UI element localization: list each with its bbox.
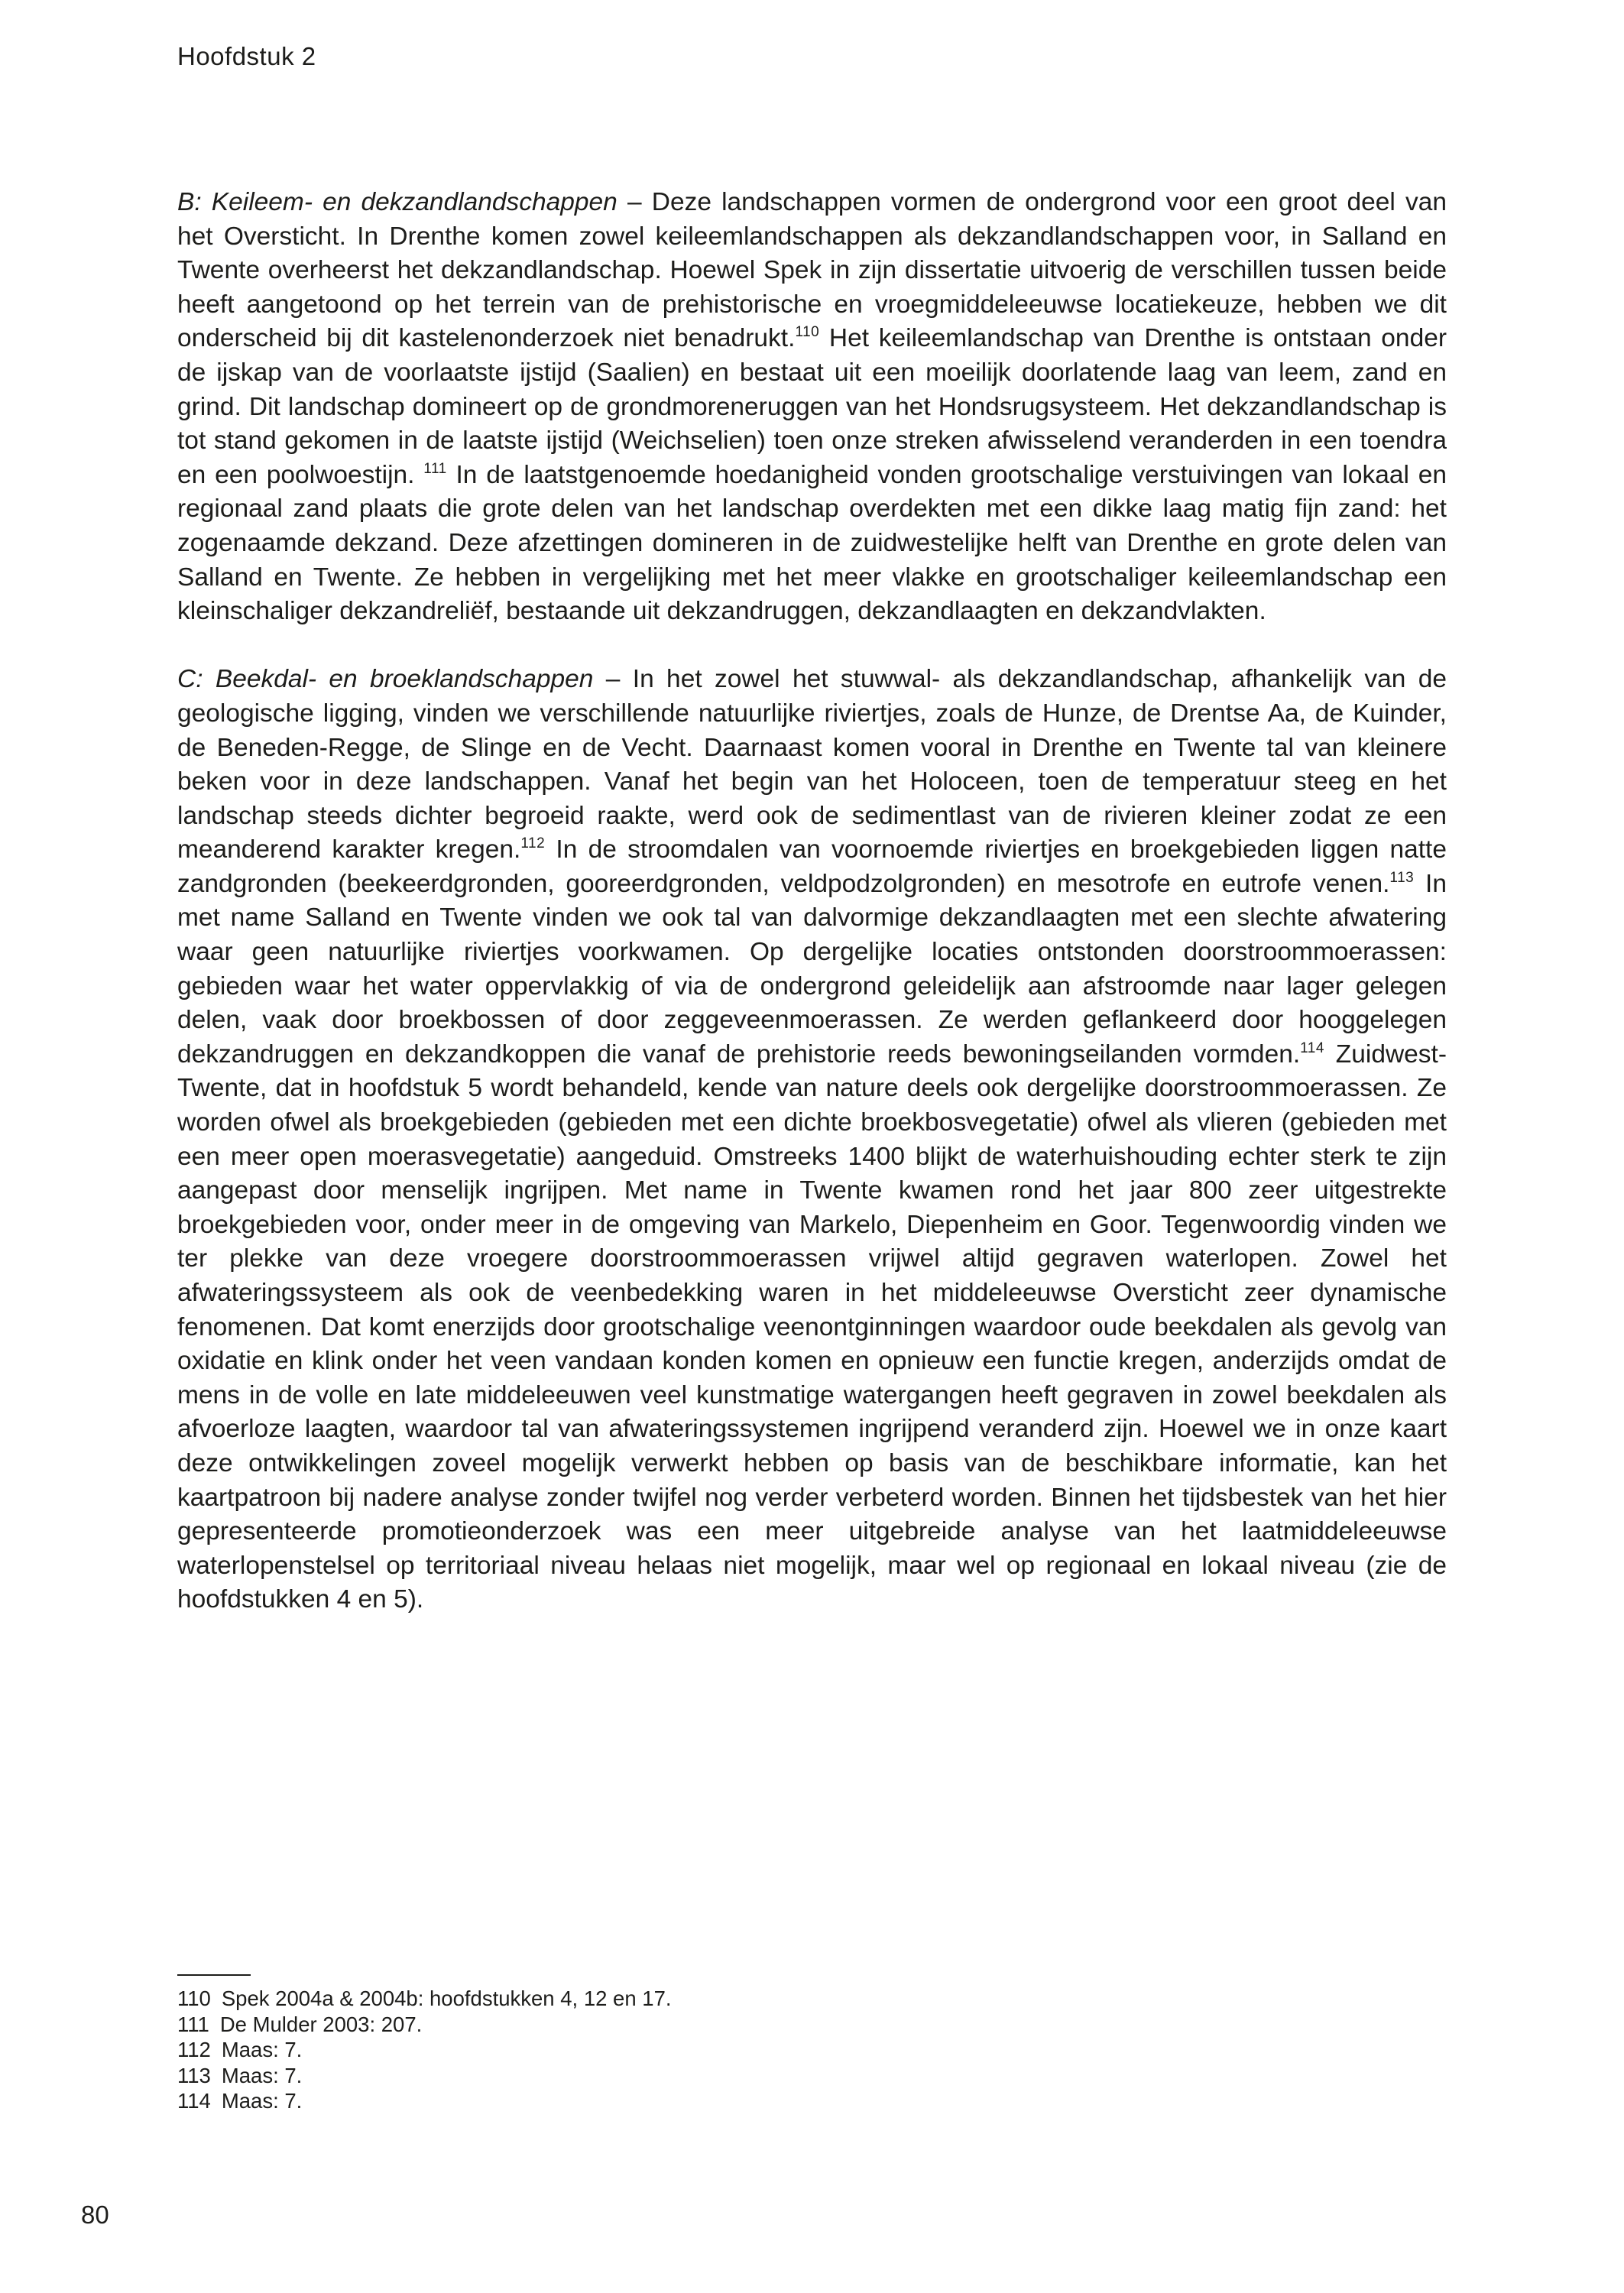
footnote-113 bbox=[177, 2063, 1447, 2089]
paragraph-beekdal-broeklandschappen bbox=[177, 663, 1447, 1617]
paragraph-keileem-dekzandlandschappen bbox=[177, 186, 1447, 629]
paragraph-text: Het keileemlandschap van Drenthe is ontstaan onder de ijskap van de voorlaatste ijstijd (Saalien) en bestaat uit een moeilijk doorlatende laag van leem, zand en grind. Dit landschap domineert op de grondmoreneruggen van het Hondsrugsysteem. Het dekzandlandschap is tot stand gekomen in de laatste ijstijd (Weichselien) toen onze streken afwisselend veranderden in een toendra en een poolwoestijn. bbox=[177, 324, 1447, 489]
footnote-ref-113: 113 bbox=[1389, 869, 1415, 886]
footnote-ref-111: 111 bbox=[423, 460, 447, 477]
footnote-number: 110 bbox=[177, 1987, 211, 2010]
footnote-text: Maas: 7. bbox=[221, 2063, 303, 2087]
paragraph-text: In de stroomdalen van voornoemde riviertjes en broekgebieden liggen natte zandgronden (beekeerdgronden, gooreerdgronden, veldpodzolgronden) en mesotrofe en eutrofe venen. bbox=[177, 835, 1447, 898]
footnote-111 bbox=[177, 2012, 1447, 2038]
footnote-text: Maas: 7. bbox=[221, 2089, 303, 2113]
paragraph-lead-in: B: Keileem- en dekzandlandschappen bbox=[177, 188, 618, 216]
footnote-ref-110: 110 bbox=[795, 324, 820, 341]
footnote-112 bbox=[177, 2037, 1447, 2063]
footnote-number: 111 bbox=[177, 2012, 209, 2036]
footnotes-section bbox=[177, 1974, 1447, 2114]
footnote-number: 114 bbox=[177, 2089, 211, 2113]
footnote-ref-114: 114 bbox=[1300, 1039, 1324, 1056]
footnote-110 bbox=[177, 1986, 1447, 2012]
footnotes-list bbox=[177, 1986, 1447, 2114]
paragraph-lead-in: C: Beekdal- en broeklandschappen bbox=[177, 665, 594, 694]
footnote-text: Spek 2004a & 2004b: hoofdstukken 4, 12 en 17. bbox=[221, 1987, 672, 2010]
footnote-114 bbox=[177, 2088, 1447, 2114]
footnote-number: 113 bbox=[177, 2063, 211, 2087]
footnote-text: Maas: 7. bbox=[221, 2038, 303, 2062]
footnote-number: 112 bbox=[177, 2038, 211, 2062]
footnote-ref-112: 112 bbox=[520, 835, 546, 852]
body-text bbox=[177, 186, 1447, 1617]
paragraph-text: Zuidwest-Twente, dat in hoofdstuk 5 wordt behandeld, kende van nature deels ook dergelijke doorstroommoerassen. Ze worden ofwel als broekgebieden (gebieden met een dichte broekbosvegetatie) ofwel als vlieren (gebieden met een meer open moerasvegetatie) aangeduid. Omstreeks 1400 blijkt de waterhuishouding echter sterk te zijn aangepast door menselijk ingrijpen. Met name in Twente kwamen rond het jaar 800 zeer uitgestrekte broekgebieden voor, onder meer in de omgeving van Markelo, Diepenheim en Goor. Tegenwoordig vinden we ter plekke van deze vroegere doorstroommoerassen vrijwel altijd gegraven waterlopen. Zowel het afwateringssysteem als ook de veenbedekking waren in het middeleeuwse Oversticht zeer dynamische fenomenen. Dat komt enerzijds door grootschalige veenontginningen waardoor oude beekdalen als gevolg van oxidatie en klink onder het veen vandaan konden komen en opnieuw een functie kregen, anderzijds omdat de mens in de volle en late middeleeuwen veel kunstmatige watergangen heeft gegraven in zowel beekdalen als afvoerloze laagten, waardoor tal van afwateringssystemen ingrijpend veranderd zijn. Hoewel we in onze kaart deze ontwikkelingen zoveel mogelijk verwerkt hebben op basis van de beschikbare informatie, kan het kaartpatroon bij nadere analyse zonder twijfel nog verder verbeterd worden. Binnen het tijdsbestek van het hier gepresenteerde promotieonderzoek was een meer uitgebreide analyse van het laatmiddeleeuwse waterlopenstelsel op territoriaal niveau helaas niet mogelijk, maar wel op regionaal en lokaal niveau (zie de hoofdstukken 4 en 5). bbox=[177, 1039, 1447, 1614]
paragraph-text: – In het zowel het stuwwal- als dekzandlandschap, afhankelijk van de geologische ligging, vinden we verschillende natuurlijke riviertjes, zoals de Hunze, de Drentse Aa, de Kuinder, de Beneden-Regge, de Slinge en de Vecht. Daarnaast komen vooral in Drenthe en Twente tal van kleinere beken voor in deze landschappen. Vanaf het begin van het Holoceen, toen de temperatuur steeg en het landschap steeds dichter begroeid raakte, werd ook de sedimentlast van de rivieren kleiner zodat ze een meanderend karakter kregen. bbox=[177, 665, 1447, 864]
footnote-separator-rule bbox=[177, 1974, 251, 1976]
chapter-header: Hoofdstuk 2 bbox=[177, 42, 316, 70]
paragraph-text: In de laatstgenoemde hoedanigheid vonden grootschalige verstuivingen van lokaal en regionaal zand plaats die grote delen van het landschap overdekten met een dikke laag matig fijn zand: het zogenaamde dekzand. Deze afzettingen domineren in de zuidwestelijke helft van Drenthe en grote delen van Salland en Twente. Ze hebben in vergelijking met het meer vlakke en grootschaliger keileemlandschap een kleinschaliger dekzandreliëf, bestaande uit dekzandruggen, dekzandlaagten en dekzandvlakten. bbox=[177, 460, 1447, 626]
page-number: 80 bbox=[81, 2201, 109, 2229]
paragraph-text: – Deze landschappen vormen de ondergrond voor een groot deel van het Oversticht. In Drenthe komen zowel keileemlandschappen als dekzandlandschappen voor, in Salland en Twente overheerst het dekzandlandschap. Hoewel Spek in zijn dissertatie uitvoerig de verschillen tussen beide heeft aangetoond op het terrein van de prehistorische en vroegmiddeleeuwse locatiekeuze, hebben we dit onderscheid bij dit kastelenonderzoek niet benadrukt. bbox=[177, 188, 1447, 353]
paragraph-text: In met name Salland en Twente vinden we ook tal van dalvormige dekzandlaagten met een slechte afwatering waar geen natuurlijke riviertjes voorkwamen. Op dergelijke locaties ontstonden doorstroommoerassen: gebieden waar het water oppervlakkig of via de ondergrond geleidelijk aan afstroomde naar lager gelegen delen, vaak door broekbossen of door zeggeveenmoerassen. Ze werden geflankeerd door hooggelegen dekzandruggen en dekzandkoppen die vanaf de prehistorie reeds bewoningseilanden vormden. bbox=[177, 869, 1447, 1069]
footnote-text: De Mulder 2003: 207. bbox=[219, 2012, 423, 2036]
